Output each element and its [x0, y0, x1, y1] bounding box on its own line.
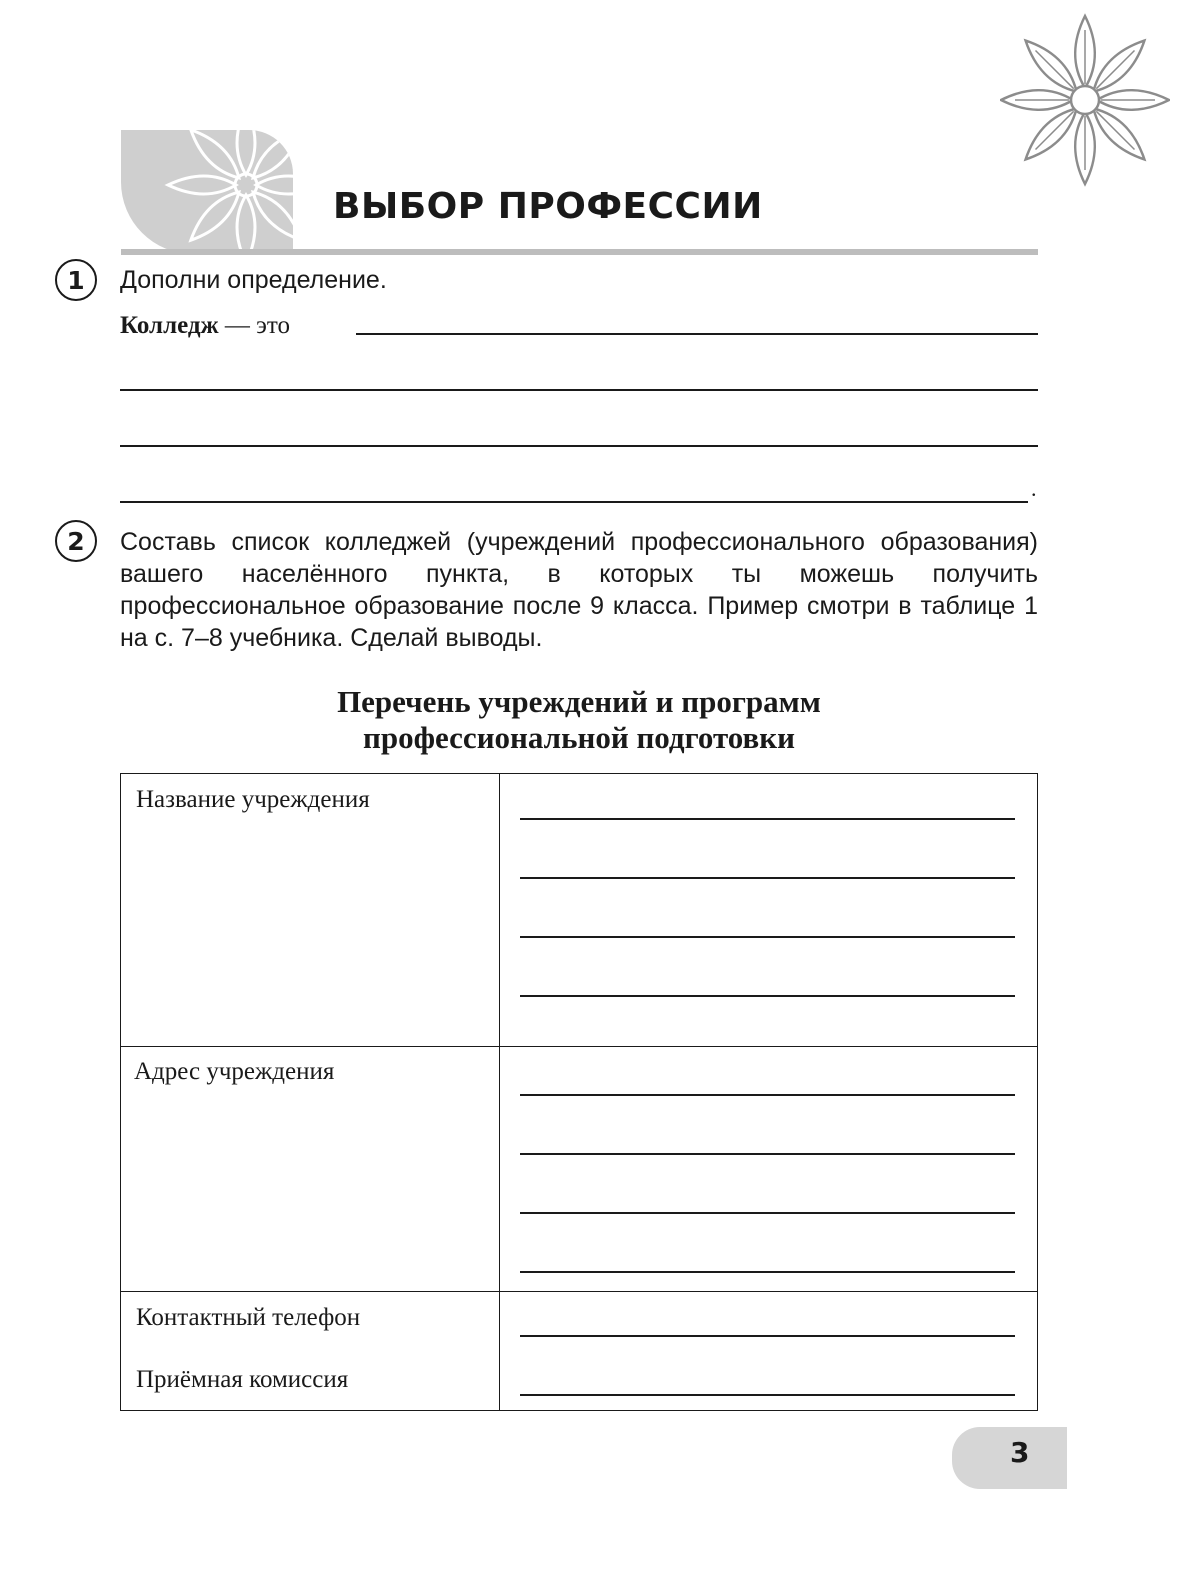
table-title-line-1: Перечень учреждений и программ — [337, 684, 821, 719]
table-row-divider-2 — [120, 1291, 1038, 1292]
table-column-divider — [499, 773, 500, 1411]
table-title — [120, 684, 1038, 756]
definition-suffix: — это — [218, 312, 290, 339]
row-label-phone: Контактный телефон — [136, 1304, 361, 1331]
title-flower-icon — [121, 130, 293, 254]
admissions-answer-line[interactable] — [520, 1394, 1015, 1396]
row-label-address: Адрес учреждения — [134, 1058, 335, 1085]
phone-answer-line[interactable] — [520, 1335, 1015, 1337]
row-label-name: Название учреждения — [136, 786, 370, 813]
name-answer-line-2[interactable] — [520, 877, 1015, 879]
row-label-admissions: Приёмная комиссия — [136, 1366, 349, 1393]
title-underline — [121, 249, 1038, 255]
page-number: 3 — [1010, 1436, 1030, 1469]
definition-answer-line-4[interactable] — [120, 501, 1028, 503]
table-row-divider-1 — [120, 1046, 1038, 1047]
definition-end-dot: . — [1031, 476, 1037, 501]
definition-prompt — [120, 312, 290, 340]
address-answer-line-1[interactable] — [520, 1094, 1015, 1096]
table-title-line-2: профессиональной подготовки — [362, 720, 796, 755]
task1-instruction: Дополни определение. — [120, 266, 387, 294]
definition-answer-line-3[interactable] — [120, 445, 1038, 447]
address-answer-line-4[interactable] — [520, 1271, 1015, 1273]
name-answer-line-1[interactable] — [520, 818, 1015, 820]
corner-flower-icon — [1000, 12, 1170, 187]
definition-answer-line-2[interactable] — [120, 389, 1038, 391]
name-answer-line-4[interactable] — [520, 995, 1015, 997]
definition-term: Колледж — [120, 312, 219, 339]
task-number-1: 1 — [55, 259, 97, 301]
definition-answer-line-1[interactable] — [356, 333, 1038, 335]
address-answer-line-2[interactable] — [520, 1153, 1015, 1155]
address-answer-line-3[interactable] — [520, 1212, 1015, 1214]
title-tab — [121, 130, 293, 254]
task2-text: Составь список колледжей (учреждений профессионального образования) вашего населённого пункта, в которых ты можешь получить профессиональное образование после 9 класса. Пример смотри в таблице 1 на с. 7–8 учебника. Сделай выводы. — [120, 528, 1038, 652]
name-answer-line-3[interactable] — [520, 936, 1015, 938]
page-title: ВЫБОР ПРОФЕССИИ — [333, 186, 763, 227]
task-number-2: 2 — [55, 520, 97, 562]
